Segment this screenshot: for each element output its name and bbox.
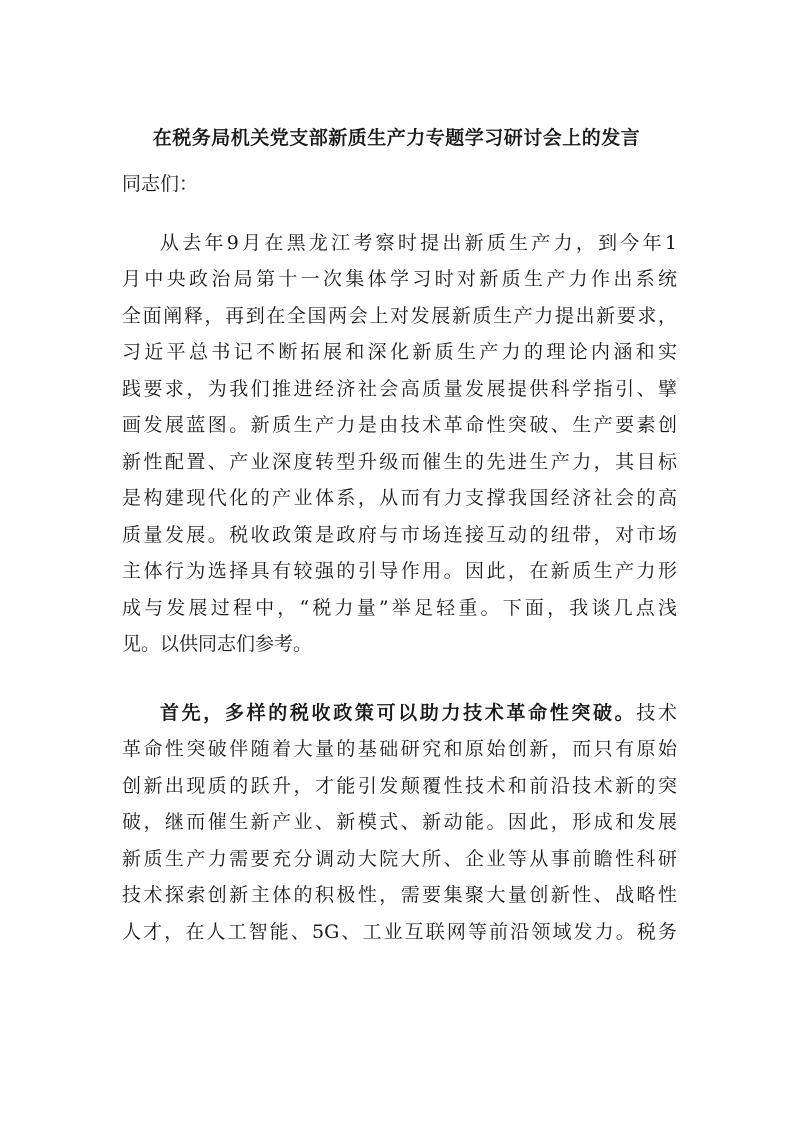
paragraph1-line: 新性配置、产业深度转型升级而催生的先进生产力，其目标 [122,451,677,473]
paragraph1-line: 画发展蓝图。新质生产力是由技术革命性突破、生产要素创 [122,414,677,436]
document-title: 在税务局机关党支部新质生产力专题学习研讨会上的发言 [152,127,641,149]
paragraph1-line: 全面阐释，再到在全国两会上对发展新质生产力提出新要求， [122,305,677,327]
paragraph1-line: 习近平总书记不断拓展和深化新质生产力的理论内涵和实 [122,341,677,363]
salutation: 同志们： [122,173,199,195]
paragraph1-line: 从去年9月在黑龙江考察时提出新质生产力，到今年1 [160,232,677,254]
paragraph1-line: 见。以供同志们参考。 [122,633,313,655]
paragraph1-line: 践要求，为我们推进经济社会高质量发展提供科学指引、擘 [122,378,677,400]
paragraph1-line: 主体行为选择具有较强的引导作用。因此，在新质生产力形 [122,560,677,582]
paragraph1-line: 成与发展过程中，“税力量”举足轻重。下面，我谈几点浅 [122,597,677,619]
paragraph2-line: 破，继而催生新产业、新模式、新动能。因此，形成和发展 [122,811,677,833]
paragraph2-first-line [160,697,677,729]
paragraph2-lead-bold: 首先，多样的税收政策可以助力技术革命性突破。 [160,702,637,724]
paragraph2-lead-rest: 技术 [636,702,677,724]
paragraph2-line: 革命性突破伴随着大量的基础研究和原始创新，而只有原始 [122,738,677,760]
paragraph2-line: 创新出现质的跃升，才能引发颠覆性技术和前沿技术新的突 [122,775,677,797]
paragraph1-line: 月中央政治局第十一次集体学习时对新质生产力作出系统 [122,268,677,290]
paragraph2-line: 技术探索创新主体的积极性，需要集聚大量创新性、战略性 [122,884,677,906]
paragraph1-line: 质量发展。税收政策是政府与市场连接互动的纽带，对市场 [122,524,677,546]
paragraph2-line: 新质生产力需要充分调动大院大所、企业等从事前瞻性科研 [122,848,677,870]
paragraph1-line: 是构建现代化的产业体系，从而有力支撑我国经济社会的高 [122,487,677,509]
paragraph2-line: 人才，在人工智能、5G、工业互联网等前沿领域发力。税务 [122,921,677,943]
